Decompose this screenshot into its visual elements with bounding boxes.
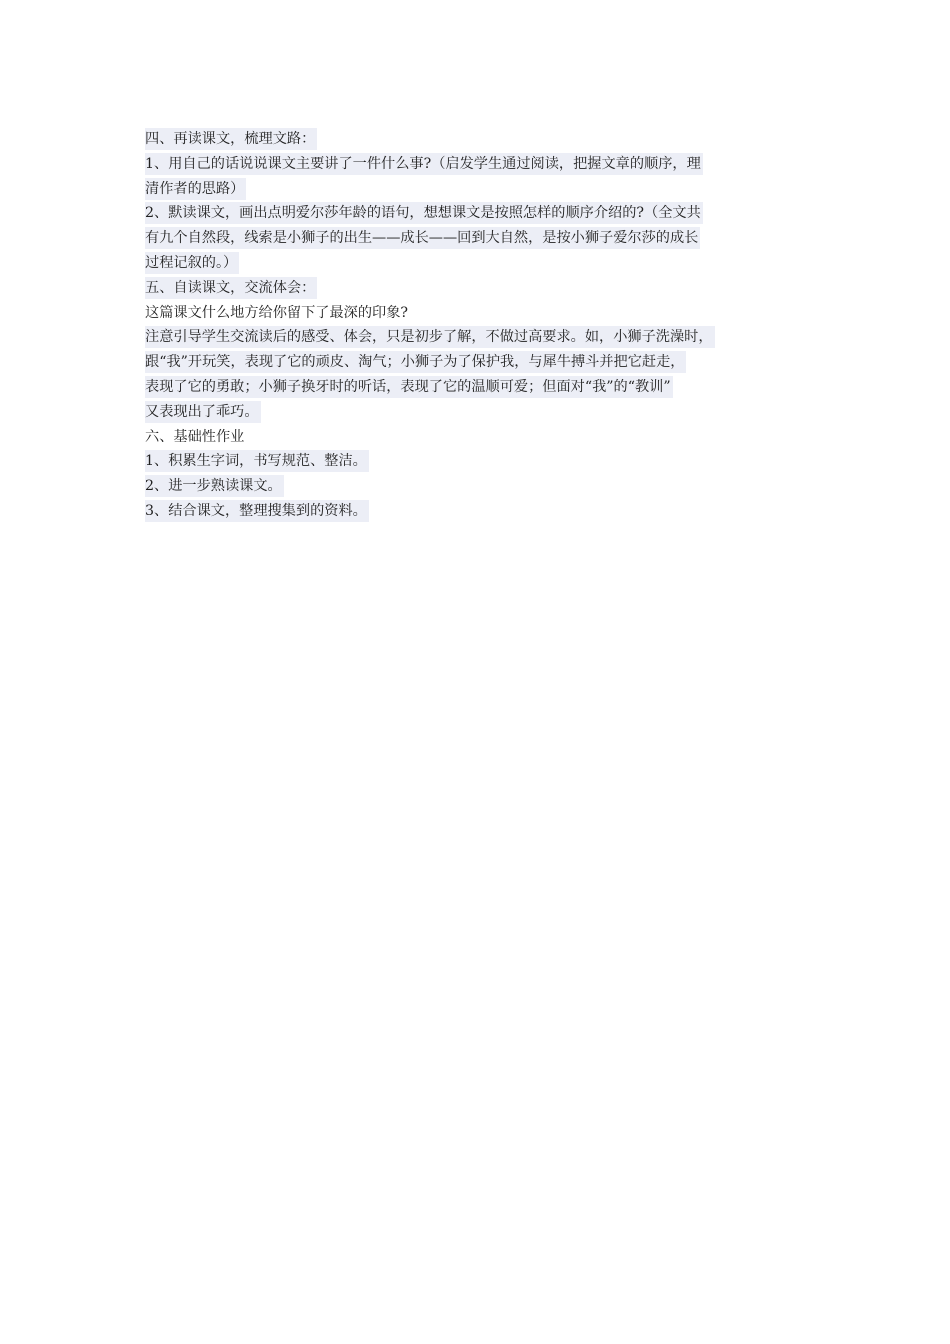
paragraph-line (145, 400, 815, 425)
text-line: 2、进一步熟读课文。 (145, 475, 284, 497)
text-line: 过程记叙的。） (145, 252, 239, 274)
text-line: 有九个自然段，线索是小狮子的出生——成长——回到大自然，是按小狮子爱尔莎的成长 (145, 227, 700, 249)
list-item (145, 449, 815, 474)
paragraph-line (145, 177, 815, 202)
text-line: 表现了它的勇敢；小狮子换牙时的听话，表现了它的温顺可爱；但面对“我”的“教训” (145, 376, 673, 398)
text-line: 这篇课文什么地方给你留下了最深的印象? (145, 304, 408, 321)
text-line: 注意引导学生交流读后的感受、体会，只是初步了解，不做过高要求。如，小狮子洗澡时， (145, 326, 715, 348)
list-item (145, 499, 815, 524)
paragraph-line (145, 201, 815, 226)
text-line: 跟“我”开玩笑，表现了它的顽皮、淘气；小狮子为了保护我，与犀牛搏斗并把它赶走， (145, 351, 686, 373)
section-heading-self-read (145, 276, 815, 301)
text-line: 3、结合课文，整理搜集到的资料。 (145, 500, 369, 522)
text-line: 又表现出了乖巧。 (145, 401, 261, 423)
text-line: 四、再读课文，梳理文路： (145, 128, 317, 150)
paragraph-line (145, 375, 815, 400)
paragraph-line (145, 152, 815, 177)
section-heading-homework (145, 425, 815, 450)
text-line: 2、默读课文，画出点明爱尔莎年龄的语句，想想课文是按照怎样的顺序介绍的?（全文共 (145, 202, 703, 224)
paragraph-line (145, 251, 815, 276)
paragraph-line (145, 301, 815, 326)
text-line: 1、积累生字词，书写规范、整洁。 (145, 450, 369, 472)
list-item (145, 474, 815, 499)
text-line: 五、自读课文，交流体会： (145, 277, 317, 299)
document-body (145, 127, 815, 524)
paragraph-line (145, 325, 815, 350)
section-heading-reread (145, 127, 815, 152)
paragraph-line (145, 226, 815, 251)
text-line: 清作者的思路） (145, 178, 246, 200)
text-line: 六、基础性作业 (145, 428, 245, 445)
text-line: 1、用自己的话说说课文主要讲了一件什么事?（启发学生通过阅读，把握文章的顺序，理 (145, 153, 703, 175)
paragraph-line (145, 350, 815, 375)
